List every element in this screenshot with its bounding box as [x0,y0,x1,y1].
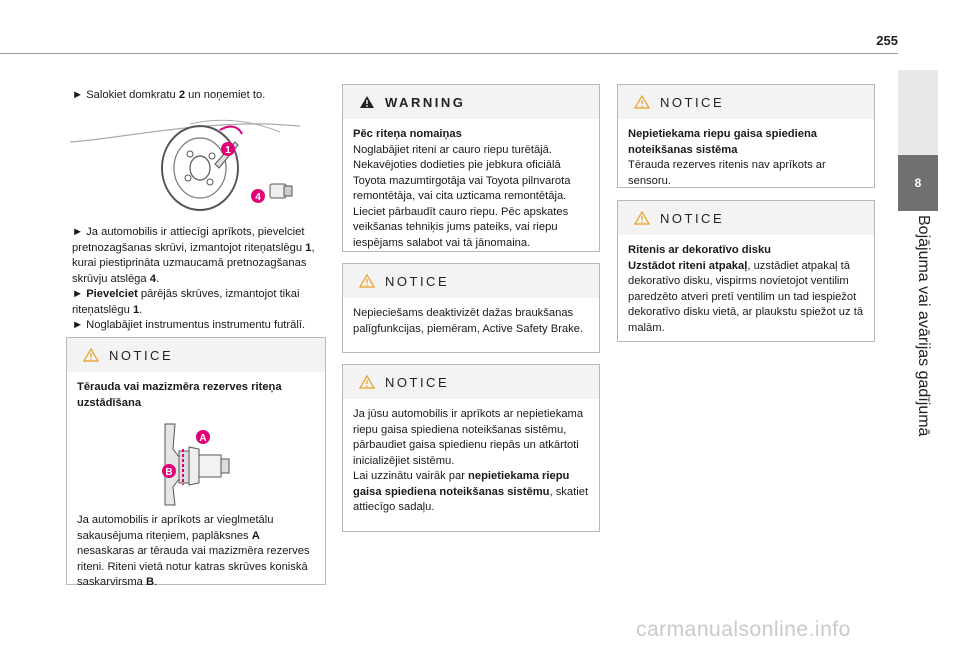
notice-body-a: Ja jūsu automobilis ir aprīkots ar nepietiekama riepu gaisa spiediena noteikšanas sistēmu, pārbaudiet gaisa spiedienu riepās un atkārtoti inicializējiet sistēmu. [353,408,584,467]
wheel-illustration [70,112,300,214]
chapter-tab-bg [898,70,938,155]
notice-label: NOTICE [660,210,725,226]
callout-b-label: B [165,467,173,478]
notice-triangle-icon [359,274,375,288]
notice-header [618,85,874,119]
chapter-number: 8 [914,176,922,190]
notice-body: Nepieciešams deaktivizēt dažas braukšanas palīgfunkcijas, piemēram, Active Safety Brake. [353,307,584,335]
notice-body: Uzstādot riteni atpakaļ, uzstādiet atpakaļ tā dekoratīvo disku, vispirms novietojot ventilim paredzēto atveri pretī ventilim un tad iespiežot dekoratīvo disku vietā, ar plaukstu spiežot uz tā malām. [628,259,864,334]
chapter-tab[interactable] [898,155,938,211]
step-antitheft: ► Ja automobilis ir attiecīgi aprīkots, pievelciet pretnozagšanas skrūvi, izmantojot riteņatslēgu 1, kurai piestiprināta uzmaucamā pretnozagšanas skrūvju atslēga 4. [72,226,315,285]
notice-body: Ja automobilis ir aprīkots ar vieglmetālu sakausējuma riteņiem, paplāksnes A nesaskaras ar tērauda vai mazizmēra rezerves riteni. Riteni vietā notur katras skrūves koniskā saskarvirsma B. [77,514,310,588]
warning-title: Pēc riteņa nomaiņas [353,128,462,140]
page-number: 255 [876,33,898,48]
notice-title: Nepietiekama riepu gaisa spiediena noteikšanas sistēma [628,128,818,156]
notice-triangle-icon [634,211,650,225]
header-rule [0,53,898,54]
watermark: carmanualsonline.info [636,618,851,641]
warning-body: Noglabājiet riteni ar cauro riepu turētājā. Nekavējoties dodieties pie jebkura oficiālā Toyota mazumtirgotāja vai Toyota pilnvarota remontētāja, vai cita uzticama remontētāja. Lieciet pārbaudīt cauro riepu. Pēc apskates veikšanas tehniķis jums pateiks, vai riepu iespējams salabot vai tā jānomaina. [353,143,571,249]
notice-header [67,338,325,372]
step-tighten: ► Pievelciet pārējās skrūves, izmantojot tikai riteņatslēgu 1. [72,288,300,316]
step-fold-jack: ► Salokiet domkratu 2 un noņemiet to. [72,89,266,101]
bolt-washer-illustration [135,419,255,509]
steps-list [72,225,324,334]
callout-1-label: 1 [225,145,231,156]
warning-label: WARNING [385,94,466,110]
notice-body-b: Lai uzzinātu vairāk par nepietiekama riepu gaisa spiediena noteikšanas sistēmu, skatiet attiecīgo sadaļu. [353,470,589,513]
notice-box-wheel-cover [617,200,875,342]
notice-triangle-icon [634,95,650,109]
warning-triangle-icon [359,95,375,109]
notice-header [343,264,599,298]
chapter-title: Bojājuma vai avārijas gadījumā [915,215,932,437]
notice-triangle-icon [83,348,99,362]
warning-box-after-change [342,84,600,252]
notice-label: NOTICE [109,347,174,363]
notice-label: NOTICE [385,374,450,390]
notice-label: NOTICE [660,94,725,110]
notice-title: Ritenis ar dekoratīvo disku [628,244,771,256]
notice-header [618,201,874,235]
notice-body: Tērauda rezerves ritenis nav aprīkots ar sensoru. [628,159,826,187]
notice-box-driving-aids [342,263,600,353]
notice-box-spare-wheel [66,337,326,588]
notice-box-tpms-spare [617,84,875,188]
notice-label: NOTICE [385,273,450,289]
notice-triangle-icon [359,375,375,389]
callout-4-label: 4 [255,192,261,203]
notice-title: Tērauda vai mazizmēra rezerves riteņa uzstādīšana [77,381,282,409]
notice-header [343,365,599,399]
callout-a-label: A [199,433,207,444]
notice-box-tpms [342,364,600,532]
step-stow-tools: ► Noglabājiet instrumentus instrumentu futrālī. [72,319,306,331]
warning-header [343,85,599,119]
